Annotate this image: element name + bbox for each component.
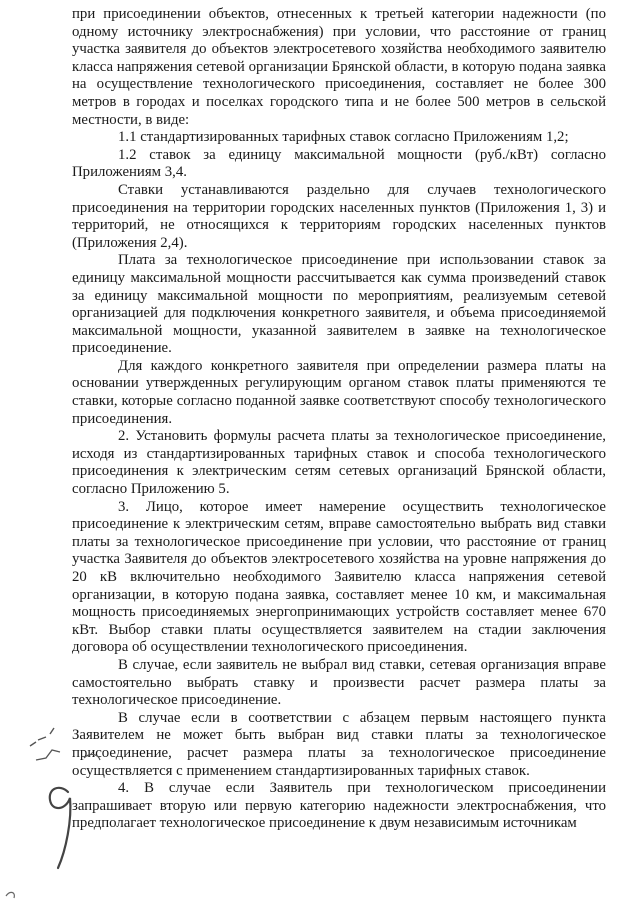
paragraph-each-applicant: Для каждого конкретного заявителя при определении размера платы на основании утвержденных регулирующим органом ставок платы применяются те ставки, которые согласно поданной заявке соответствуют способу технологического присоединения. (72, 357, 606, 427)
paragraph-cannot-choose: В случае если в соответствии с абзацем первым настоящего пункта Заявителем не может быть выбран вид ставки платы за технологическое присоединение, расчет размера платы за технологическое присоединение осуществляется с применением стандартизированных тарифных ставок. (72, 709, 606, 779)
paragraph-fee-calc: Плата за технологическое присоединение при использовании ставок за единицу максимальной мощности рассчитывается как сумма произведений ставок за единицу максимальной мощности по мероприятиям, реализуемым сетевой организацией для подключения конкретного заявителя, и объема присоединяемой максимальной мощности, указанной заявителем в заявке на технологическое присоединение. (72, 252, 606, 357)
paragraph-intro: при присоединении объектов, отнесенных к третьей категории надежности (по одному источнику электроснабжения) при условии, что расстояние от границ участка заявителя до объектов электросетевого хозяйства необходимого заявителю класса напряжения сетевой организации Брянской области, в которую подана заявка на осуществление технологического присоединения, составляет не более 300 метров в городах и поселках городского типа и не более 500 метров в сельской местности, в виде: (72, 6, 606, 128)
paragraph-1-1: 1.1 стандартизированных тарифных ставок согласно Приложениям 1,2; (118, 129, 569, 146)
paragraph-item-2: 2. Установить формулы расчета платы за технологическое присоединение, исходя из стандартизированных тарифных ставок и способа технологического присоединения к электрическим сетям сетевых организаций Брянской области, согласно Приложению 5. (72, 428, 606, 498)
paragraph-rates: Ставки устанавливаются раздельно для случаев технологического присоединения на территории городских населенных пунктов (Приложения 1, 3) и территорий, не относящихся к территориям городских населенных пунктов (Приложения 2,4). (72, 181, 606, 251)
paragraph-not-chosen: В случае, если заявитель не выбрал вид ставки, сетевая организация вправе самостоятельно выбрать ставку и произвести расчет размера платы за технологическое присоединение. (72, 656, 606, 709)
document-page (72, 6, 606, 833)
paragraph-item-3: 3. Лицо, которое имеет намерение осуществить технологическое присоединение к электрическим сетям, вправе самостоятельно выбрать вид ставки платы за технологическое присоединение при условии, что расстояние от границ участка Заявителя до объектов электросетевого хозяйства на уровне напряжения до 20 кВ включительно необходимого Заявителю класса напряжения сетевой организации, в которую подана заявка, составляет менее 10 км, и максимальная мощность присоединяемых энергопринимающих устройств составляет менее 670 кВт. Выбор ставки платы осуществляется заявителем на стадии заключения договора об осуществлении технологического присоединения. (72, 498, 606, 656)
paragraph-item-4: 4. В случае если Заявитель при технологическом присоединении запрашивает вторую или первую категорию надежности электроснабжения, что предполагает технологическое присоединение к двум независимым источникам (72, 780, 606, 832)
paragraph-1-2: 1.2 ставок за единицу максимальной мощности (руб./кВт) согласно Приложениям 3,4. (72, 146, 606, 181)
